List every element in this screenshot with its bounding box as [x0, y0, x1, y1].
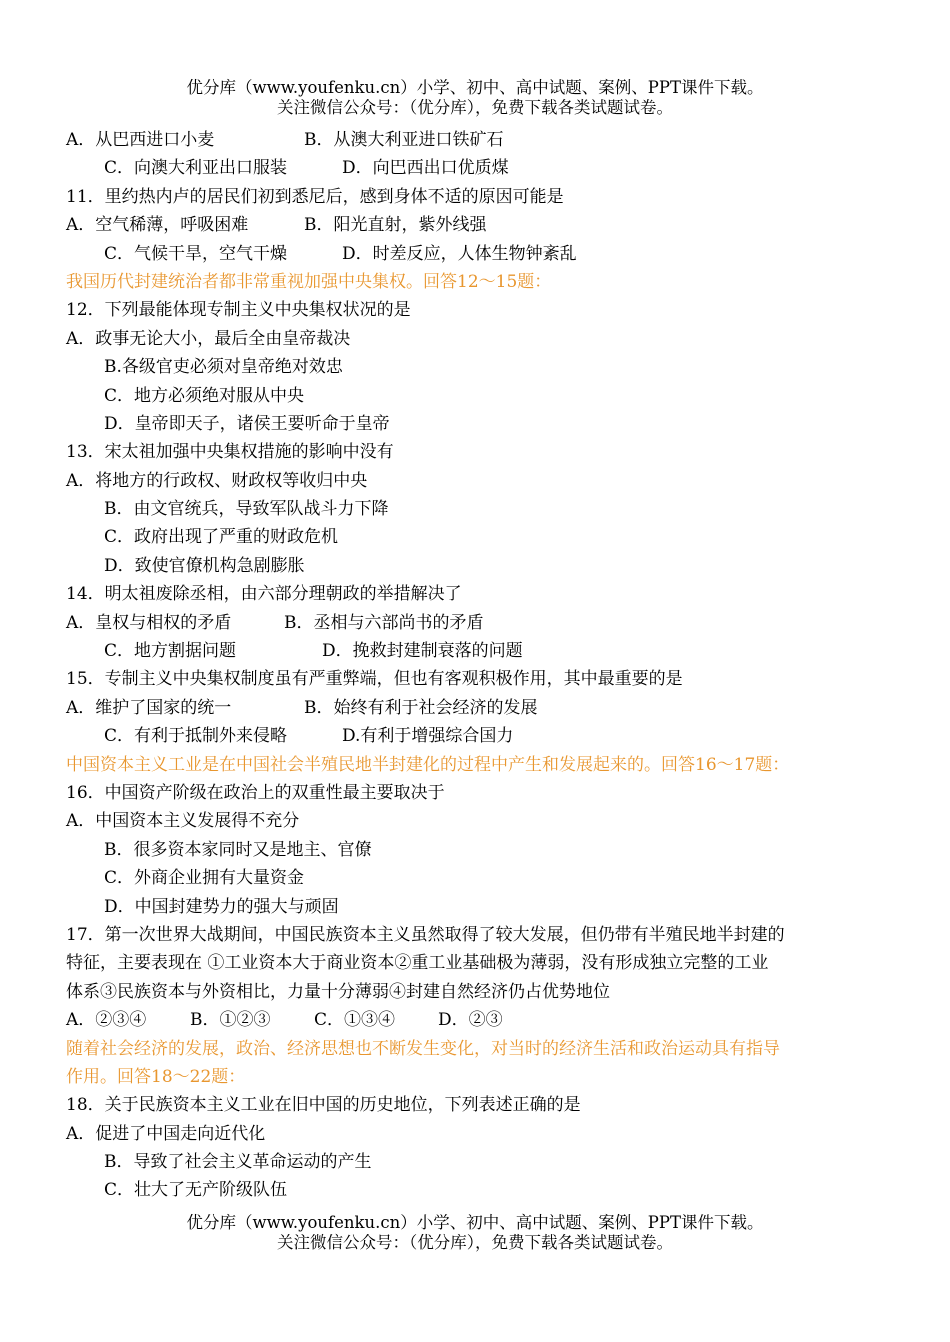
- q15-options-row-2: [66, 722, 876, 750]
- q11-stem: 11．里约热内卢的居民们初到悉尼后，感到身体不适的原因可能是: [66, 186, 564, 207]
- q17-option-d: D．②③: [438, 1010, 503, 1031]
- q12-stem: 12．下列最能体现专制主义中央集权状况的是: [66, 300, 411, 321]
- q13-option-a: A．将地方的行政权、财政权等收归中央: [66, 470, 368, 491]
- q13-stem: 13．宋太祖加强中央集权措施的影响中没有: [66, 442, 394, 463]
- q18-option-b: B．导致了社会主义革命运动的产生: [104, 1152, 372, 1173]
- q15-stem: 15．专制主义中央集权制度虽有严重弊端，但也有客观积极作用，其中最重要的是: [66, 669, 683, 690]
- q11-options-row-2: [66, 240, 876, 268]
- q16-option-d: D．中国封建势力的强大与顽固: [104, 896, 339, 917]
- q14-option-d: D．挽救封建制衰落的问题: [322, 641, 523, 662]
- footer-line-1: 优分库（www.youfenku.cn）小学、初中、高中试题、案例、PPT课件下载。: [186, 1213, 764, 1232]
- q17-stem-line-2: 特征，主要表现在 ①工业资本大于商业资本②重工业基础极为薄弱，没有形成独立完整的工业: [66, 953, 769, 974]
- q18-option-c: C．壮大了无产阶级队伍: [104, 1180, 288, 1201]
- q10-option-c: C．向澳大利亚出口服装: [104, 158, 288, 179]
- q15-options-row-1: [66, 694, 876, 722]
- q10-option-b: B．从澳大利亚进口铁矿石: [304, 130, 504, 150]
- q11-options-row-1: [66, 211, 876, 239]
- q12-option-d: D．皇帝即天子，诸侯王要听命于皇帝: [104, 413, 390, 434]
- q17-stem-line-1: 17．第一次世界大战期间，中国民族资本主义虽然取得了较大发展，但仍带有半殖民地半封建的: [66, 924, 785, 945]
- q13-option-d: D．致使官僚机构急剧膨胀: [104, 555, 305, 576]
- q17-option-c: C．①③④: [314, 1010, 396, 1031]
- q16-option-c: C．外商企业拥有大量资金: [104, 868, 305, 889]
- q14-stem: 14．明太祖废除丞相，由六部分理朝政的举措解决了: [66, 584, 462, 605]
- q11-option-c: C．气候干旱，空气干燥: [104, 243, 288, 264]
- q15-option-d: D.有利于增强综合国力: [342, 726, 514, 747]
- section-intro-16-17: 中国资本主义工业是在中国社会半殖民地半封建化的过程中产生和发展起来的。回答16～17题：: [66, 754, 790, 775]
- q11-option-a: A．空气稀薄，呼吸困难: [66, 215, 249, 236]
- q11-option-b: B．阳光直射，紫外线强: [304, 215, 487, 236]
- page-header: [0, 78, 950, 118]
- header-line-2: 关注微信公众号：（优分库），免费下载各类试题试卷。: [277, 98, 673, 117]
- section-intro-18-22-line-1: 随着社会经济的发展，政治、经济思想也不断发生变化，对当时的经济生活和政治运动具有指导: [66, 1038, 780, 1059]
- q10-options-row-1: [66, 126, 876, 154]
- q14-option-c: C．地方割据问题: [104, 641, 237, 662]
- q17-stem-line-3: 体系③民族资本与外资相比，力量十分薄弱④封建自然经济仍占优势地位: [66, 981, 610, 1002]
- q10-option-a: A．从巴西进口小麦: [66, 130, 215, 150]
- q16-option-b: B．很多资本家同时又是地主、官僚: [104, 839, 372, 860]
- q18-stem: 18．关于民族资本主义工业在旧中国的历史地位，下列表述正确的是: [66, 1095, 581, 1116]
- q15-option-b: B．始终有利于社会经济的发展: [304, 697, 538, 718]
- q17-options-row: [66, 1006, 876, 1034]
- q13-option-c: C．政府出现了严重的财政危机: [104, 527, 339, 548]
- page-footer: [0, 1213, 950, 1253]
- q15-option-a: A．维护了国家的统一: [66, 697, 232, 718]
- q10-option-d: D．向巴西出口优质煤: [342, 158, 509, 179]
- question-content: [66, 126, 876, 1205]
- q17-option-b: B．①②③: [190, 1010, 271, 1031]
- header-line-1: 优分库（www.youfenku.cn）小学、初中、高中试题、案例、PPT课件下载。: [186, 78, 764, 97]
- q14-options-row-1: [66, 609, 876, 637]
- q16-option-a: A．中国资本主义发展得不充分: [66, 811, 300, 832]
- q11-option-d: D．时差反应，人体生物钟紊乱: [342, 243, 577, 264]
- q12-option-c: C．地方必须绝对服从中央: [104, 385, 305, 406]
- q16-stem: 16．中国资产阶级在政治上的双重性最主要取决于: [66, 782, 445, 803]
- q14-option-a: A．皇权与相权的矛盾: [66, 612, 232, 633]
- q17-option-a: A．②③④: [66, 1010, 147, 1031]
- q15-option-c: C．有利于抵制外来侵略: [104, 726, 288, 747]
- q18-option-a: A．促进了中国走向近代化: [66, 1123, 266, 1144]
- section-intro-12-15: 我国历代封建统治者都非常重视加强中央集权。回答12～15题：: [66, 271, 552, 292]
- q12-option-a: A．政事无论大小，最后全由皇帝裁决: [66, 328, 351, 349]
- section-intro-18-22-line-2: 作用。回答18～22题：: [66, 1066, 246, 1087]
- q13-option-b: B．由文官统兵，导致军队战斗力下降: [104, 499, 389, 520]
- q10-options-row-2: [66, 154, 876, 182]
- q12-option-b: B.各级官吏必须对皇帝绝对效忠: [104, 357, 343, 378]
- footer-line-2: 关注微信公众号：（优分库），免费下载各类试题试卷。: [277, 1233, 673, 1252]
- q14-option-b: B．丞相与六部尚书的矛盾: [284, 612, 484, 633]
- q14-options-row-2: [66, 637, 876, 665]
